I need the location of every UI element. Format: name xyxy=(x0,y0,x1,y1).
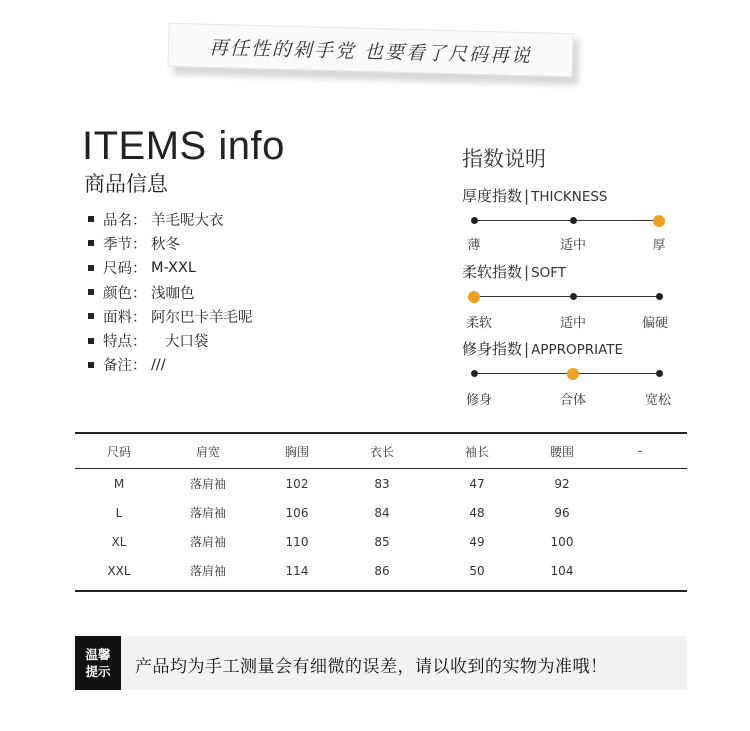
info-label: 品名： xyxy=(103,212,147,229)
scale-dot xyxy=(471,370,478,377)
table-cell: L xyxy=(115,505,123,520)
scale-dot xyxy=(570,217,577,224)
square-bullet-icon xyxy=(88,338,94,344)
table-cell: 85 xyxy=(374,534,390,549)
scale-heading xyxy=(462,261,684,282)
separator: | xyxy=(524,340,530,358)
table-cell: 110 xyxy=(285,534,309,549)
scale-dot-selected xyxy=(468,291,480,303)
table-cell: 96 xyxy=(554,505,570,520)
scale-tick: 宽松 xyxy=(644,393,672,408)
scale-dot-selected xyxy=(653,215,665,227)
separator: | xyxy=(524,187,530,205)
table-cell: 落肩袖 xyxy=(189,535,226,549)
info-value: 大口袋 xyxy=(151,334,209,351)
table-cell: 落肩袖 xyxy=(189,477,226,491)
square-bullet-icon xyxy=(88,216,94,222)
scale-heading xyxy=(462,338,684,359)
separator: | xyxy=(524,263,530,281)
info-label: 季节： xyxy=(103,236,147,253)
items-subtitle: 商品信息 xyxy=(84,172,168,196)
column-header: 衣长 xyxy=(341,433,423,469)
fit-scale xyxy=(462,338,684,408)
info-value: 阿尔巴卡羊毛呢 xyxy=(151,309,253,326)
table-cell: 50 xyxy=(469,563,485,578)
table-cell: 84 xyxy=(374,505,390,520)
scale-track xyxy=(474,296,662,297)
column-header: 肩宽 xyxy=(163,433,253,469)
scale-name: 厚度指数 xyxy=(462,187,523,205)
items-title: ITEMS info xyxy=(82,124,285,168)
scale-tick: 偏硬 xyxy=(641,316,669,331)
scale-heading xyxy=(462,185,684,206)
index-title: 指数说明 xyxy=(462,147,546,171)
scale-tick: 厚 xyxy=(652,238,666,253)
scale-dot xyxy=(656,293,663,300)
table-cell: 104 xyxy=(550,563,574,578)
badge-line: 温馨 xyxy=(85,647,111,662)
badge-line: 提示 xyxy=(85,664,111,679)
info-label: 备注： xyxy=(103,358,147,375)
scale-tick: 薄 xyxy=(467,238,481,253)
info-row-size xyxy=(88,256,253,280)
table-cell: 落肩袖 xyxy=(189,564,226,578)
column-header: 袖长 xyxy=(423,433,531,469)
info-row-name xyxy=(88,207,253,231)
table-cell: M xyxy=(113,476,125,491)
info-value: M-XXL xyxy=(151,259,196,276)
table-bottom-rule xyxy=(75,590,687,592)
table-cell: XL xyxy=(111,534,127,549)
table-cell xyxy=(593,469,687,499)
info-row-feature xyxy=(88,328,253,352)
info-label: 颜色： xyxy=(103,285,147,302)
column-header: 腰围 xyxy=(531,433,593,469)
table-row xyxy=(75,498,687,527)
table-cell: 落肩袖 xyxy=(189,506,226,520)
scale-tick: 修身 xyxy=(465,393,493,408)
info-value: 羊毛呢大衣 xyxy=(151,212,224,229)
table-row xyxy=(75,527,687,556)
table-header-row xyxy=(75,433,687,469)
square-bullet-icon xyxy=(88,265,94,271)
table-cell xyxy=(593,527,687,556)
info-value: 浅咖色 xyxy=(151,285,195,302)
scale-name: 柔软指数 xyxy=(462,263,523,281)
info-label: 尺码： xyxy=(103,261,147,278)
table-cell xyxy=(593,498,687,527)
softness-scale xyxy=(462,261,684,331)
size-table xyxy=(75,432,687,585)
scale-tick: 柔软 xyxy=(465,316,493,331)
info-label: 特点： xyxy=(103,334,147,351)
square-bullet-icon xyxy=(88,313,94,319)
column-header: 尺码 xyxy=(75,433,163,469)
column-header: 胸围 xyxy=(253,433,341,469)
scale-dot xyxy=(656,370,663,377)
table-cell: 100 xyxy=(550,534,574,549)
table-cell: 47 xyxy=(469,476,485,491)
scale-name-en: THICKNESS xyxy=(531,189,608,205)
info-row-fabric xyxy=(88,304,253,328)
scale-dot xyxy=(570,293,577,300)
table-cell xyxy=(593,556,687,585)
table-cell: 86 xyxy=(374,563,390,578)
table-cell: 92 xyxy=(554,476,570,491)
table-cell: 48 xyxy=(469,505,485,520)
info-row-season xyxy=(88,231,253,255)
scale-tick: 适中 xyxy=(559,238,587,253)
scale-tick: 合体 xyxy=(559,393,587,408)
banner-text: 再任性的剁手党 也要看了尺码再说 xyxy=(208,36,533,67)
notice-badge xyxy=(75,636,121,690)
info-row-note xyxy=(88,353,253,377)
square-bullet-icon xyxy=(88,289,94,295)
table-cell: 114 xyxy=(285,563,309,578)
scale-name: 修身指数 xyxy=(462,340,523,358)
thickness-scale xyxy=(462,185,684,253)
info-label: 面料： xyxy=(103,309,147,326)
table-cell: 106 xyxy=(285,505,309,520)
scale-name-en: SOFT xyxy=(531,265,567,281)
scale-tick: 适中 xyxy=(559,316,587,331)
square-bullet-icon xyxy=(88,362,94,368)
scale-name-en: APPROPRIATE xyxy=(531,342,624,358)
table-row xyxy=(75,556,687,585)
notice-bar xyxy=(75,636,687,690)
slogan-banner xyxy=(167,23,573,78)
notice-text: 产品均为手工测量会有细微的误差，请以收到的实物为准哦！ xyxy=(135,657,608,677)
scale-dot-selected xyxy=(567,368,579,380)
info-row-color xyxy=(88,280,253,304)
info-value: /// xyxy=(151,356,166,373)
scale-dot xyxy=(471,217,478,224)
table-cell: 83 xyxy=(374,476,390,491)
table-cell: 49 xyxy=(469,534,485,549)
product-info-list xyxy=(88,207,253,377)
table-cell: XXL xyxy=(107,563,131,578)
table-row xyxy=(75,469,687,499)
scale-track xyxy=(474,220,662,221)
square-bullet-icon xyxy=(88,240,94,246)
info-value: 秋冬 xyxy=(151,236,180,253)
column-header: - xyxy=(593,433,687,469)
table-cell: 102 xyxy=(285,476,309,491)
